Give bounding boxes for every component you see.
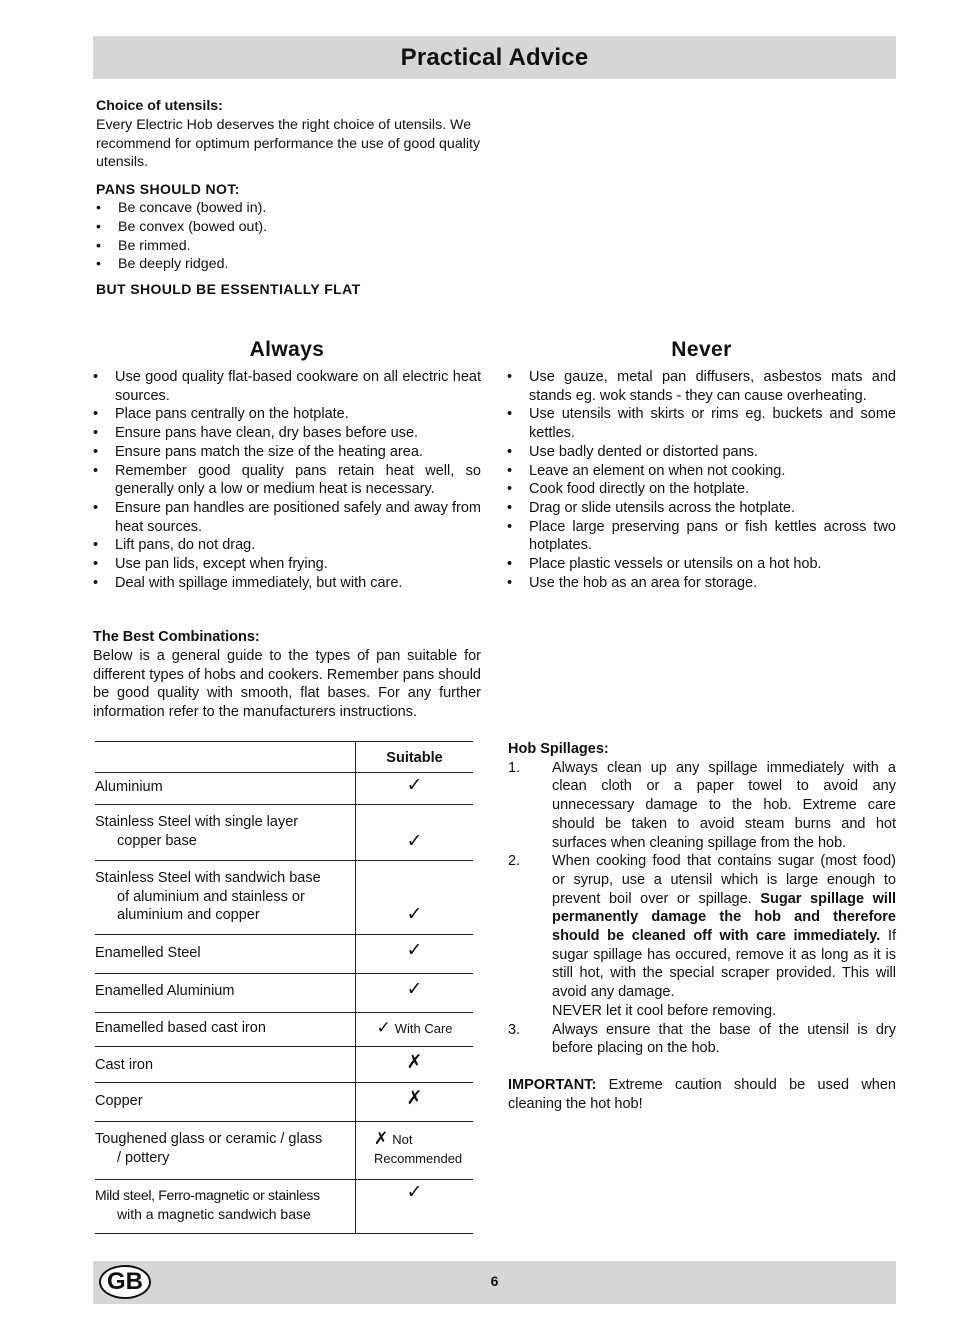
list-item: [508, 759, 896, 853]
never-section: [507, 338, 896, 592]
choice-text: Every Electric Hob deserves the right choice of utensils. We recommend for optimum performance the use of good quality utensils.: [96, 116, 481, 171]
choice-heading: Choice of utensils:: [96, 98, 223, 114]
list-item-text: Always ensure that the base of the utensil is dry before placing on the hob.: [552, 1021, 896, 1057]
check-icon: ✓: [406, 831, 423, 852]
check-icon: ✓: [406, 1182, 423, 1203]
never-cool-text: NEVER let it cool before removing.: [552, 1002, 777, 1019]
check-icon: ✓: [406, 979, 423, 1000]
table-header-suitable: Suitable: [356, 742, 474, 773]
list-item: • Use gauze, metal pan diffusers, asbestos mats and stands eg. wok stands - they can cause overheating.: [507, 368, 896, 405]
table-header-empty: [95, 742, 356, 773]
always-section: [93, 338, 481, 592]
list-item: • Place plastic vessels or utensils on a hot hob.: [507, 555, 896, 574]
header-bar: [93, 36, 896, 79]
gb-logo: GB: [99, 1265, 151, 1299]
material-name: Mild steel, Ferro-magnetic or stainless: [95, 1187, 320, 1203]
warning-text: Sugar spillage will permanently damage the hob and therefore should be cleaned off with care immediately.: [552, 890, 897, 945]
list-item-text: Always clean up any spillage immediately with a clean cloth or a paper towel to avoid any unnecessary damage to the hob. Extreme care should be taken to avoid steam burns and hot surfaces when cleaning spillage from the hob.: [552, 759, 896, 851]
list-item: • Use pan lids, except when frying.: [93, 555, 481, 574]
list-item-text: When cooking food that contains sugar (most food) or syrup, use a utensil which is large enough to prevent boil over or spillage.: [552, 853, 896, 907]
list-item: • Be convex (bowed out).: [96, 218, 488, 237]
table-row: [95, 1083, 473, 1122]
table-header-row: [95, 742, 473, 773]
check-icon: ✓: [376, 1018, 391, 1037]
list-number: 1.: [508, 759, 521, 776]
cross-icon: ✗: [406, 1052, 423, 1073]
table-row: [95, 1180, 473, 1234]
footer-bar: [93, 1261, 896, 1304]
material-name: Copper: [95, 1093, 143, 1109]
table-row: [95, 974, 473, 1013]
suitability-note: With Care: [394, 1021, 453, 1036]
list-item: • Be deeply ridged.: [96, 255, 488, 274]
check-icon: ✓: [406, 775, 423, 796]
list-item: [508, 852, 896, 1020]
list-item: [508, 1021, 896, 1058]
list-item: • Leave an element on when not cooking.: [507, 462, 896, 481]
pans-should-not-heading: PANS SHOULD NOT:: [96, 181, 240, 198]
table-row: [95, 1047, 473, 1083]
material-name: Stainless Steel with single layer: [95, 814, 299, 830]
table-row: [95, 861, 473, 935]
list-item: • Remember good quality pans retain heat well, so generally only a low or medium heat is necessary.: [93, 462, 481, 499]
list-item: • Be concave (bowed in).: [96, 199, 488, 218]
list-item: • Use badly dented or distorted pans.: [507, 443, 896, 462]
material-name: Enamelled Steel: [95, 945, 201, 961]
list-item: • Cook food directly on the hotplate.: [507, 480, 896, 499]
material-name-cont: / pottery: [117, 1149, 170, 1166]
important-note: [508, 1076, 896, 1113]
list-number: 2.: [508, 853, 521, 870]
list-item: • Use the hob as an area for storage.: [507, 574, 896, 593]
list-item: • Drag or slide utensils across the hotplate.: [507, 499, 896, 518]
check-icon: ✓: [406, 940, 423, 961]
material-name: Stainless Steel with sandwich base: [95, 870, 321, 886]
best-combinations-section: [93, 628, 481, 722]
material-name: Enamelled Aluminium: [95, 983, 235, 999]
list-item: • Be rimmed.: [96, 237, 488, 256]
cross-icon: ✗: [374, 1129, 389, 1148]
material-name: Enamelled based cast iron: [95, 1020, 266, 1036]
list-item-text: If sugar spillage has occured, remove it as long as it is still hot, with the special scraper provided. This will avoid any damage.: [552, 928, 896, 1001]
list-item: • Use utensils with skirts or rims eg. buckets and some kettles.: [507, 405, 896, 442]
table-row: [95, 1122, 473, 1180]
page-number: 6: [490, 1273, 499, 1289]
best-heading: The Best Combinations:: [93, 629, 260, 645]
cross-icon: ✗: [406, 1088, 423, 1109]
never-list: [507, 368, 896, 592]
page-title: Practical Advice: [400, 43, 589, 71]
material-name: Cast iron: [95, 1057, 154, 1073]
spillages-heading: Hob Spillages:: [508, 741, 609, 757]
pan-suitability-table: [95, 741, 473, 1234]
never-heading: Never: [671, 338, 732, 361]
always-list: [93, 368, 481, 592]
table-row: [95, 805, 473, 861]
material-name: Aluminium: [95, 779, 163, 795]
flat-note: BUT SHOULD BE ESSENTIALLY FLAT: [96, 281, 361, 298]
important-text: Extreme caution should be used when cleaning the hot hob!: [508, 1076, 896, 1112]
material-name-cont: copper base: [117, 832, 197, 849]
best-text: Below is a general guide to the types of pan suitable for different types of hobs and cookers. Remember pans should be good quality with smooth, flat bases. For any further information refer to the manufacturers instructions.: [93, 647, 481, 721]
important-label: IMPORTANT:: [508, 1076, 597, 1093]
list-item: • Ensure pans have clean, dry bases before use.: [93, 424, 481, 443]
choice-of-utensils-section: [96, 97, 488, 299]
list-item: • Deal with spillage immediately, but with care.: [93, 574, 481, 593]
list-item: • Place large preserving pans or fish kettles across two hotplates.: [507, 518, 896, 555]
hob-spillages-section: [508, 740, 896, 1113]
list-item: • Place pans centrally on the hotplate.: [93, 405, 481, 424]
list-item: • Ensure pan handles are positioned safely and away from heat sources.: [93, 499, 481, 536]
material-name-cont: with a magnetic sandwich base: [117, 1205, 311, 1222]
material-name: Toughened glass or ceramic / glass: [95, 1131, 323, 1147]
check-icon: ✓: [406, 904, 423, 925]
pans-should-not-list: [96, 199, 488, 274]
table-row: [95, 1013, 473, 1047]
list-item: • Lift pans, do not drag.: [93, 536, 481, 555]
list-item: • Ensure pans match the size of the heating area.: [93, 443, 481, 462]
list-number: 3.: [508, 1021, 521, 1038]
material-name-cont: of aluminium and stainless or aluminium and copper: [117, 888, 305, 923]
table-row: [95, 773, 473, 805]
suitability-note: Not Recommended: [374, 1132, 463, 1166]
always-heading: Always: [249, 338, 325, 361]
list-item: • Use good quality flat-based cookware on all electric heat sources.: [93, 368, 481, 405]
table-row: [95, 935, 473, 974]
spillages-list: [508, 759, 896, 1058]
